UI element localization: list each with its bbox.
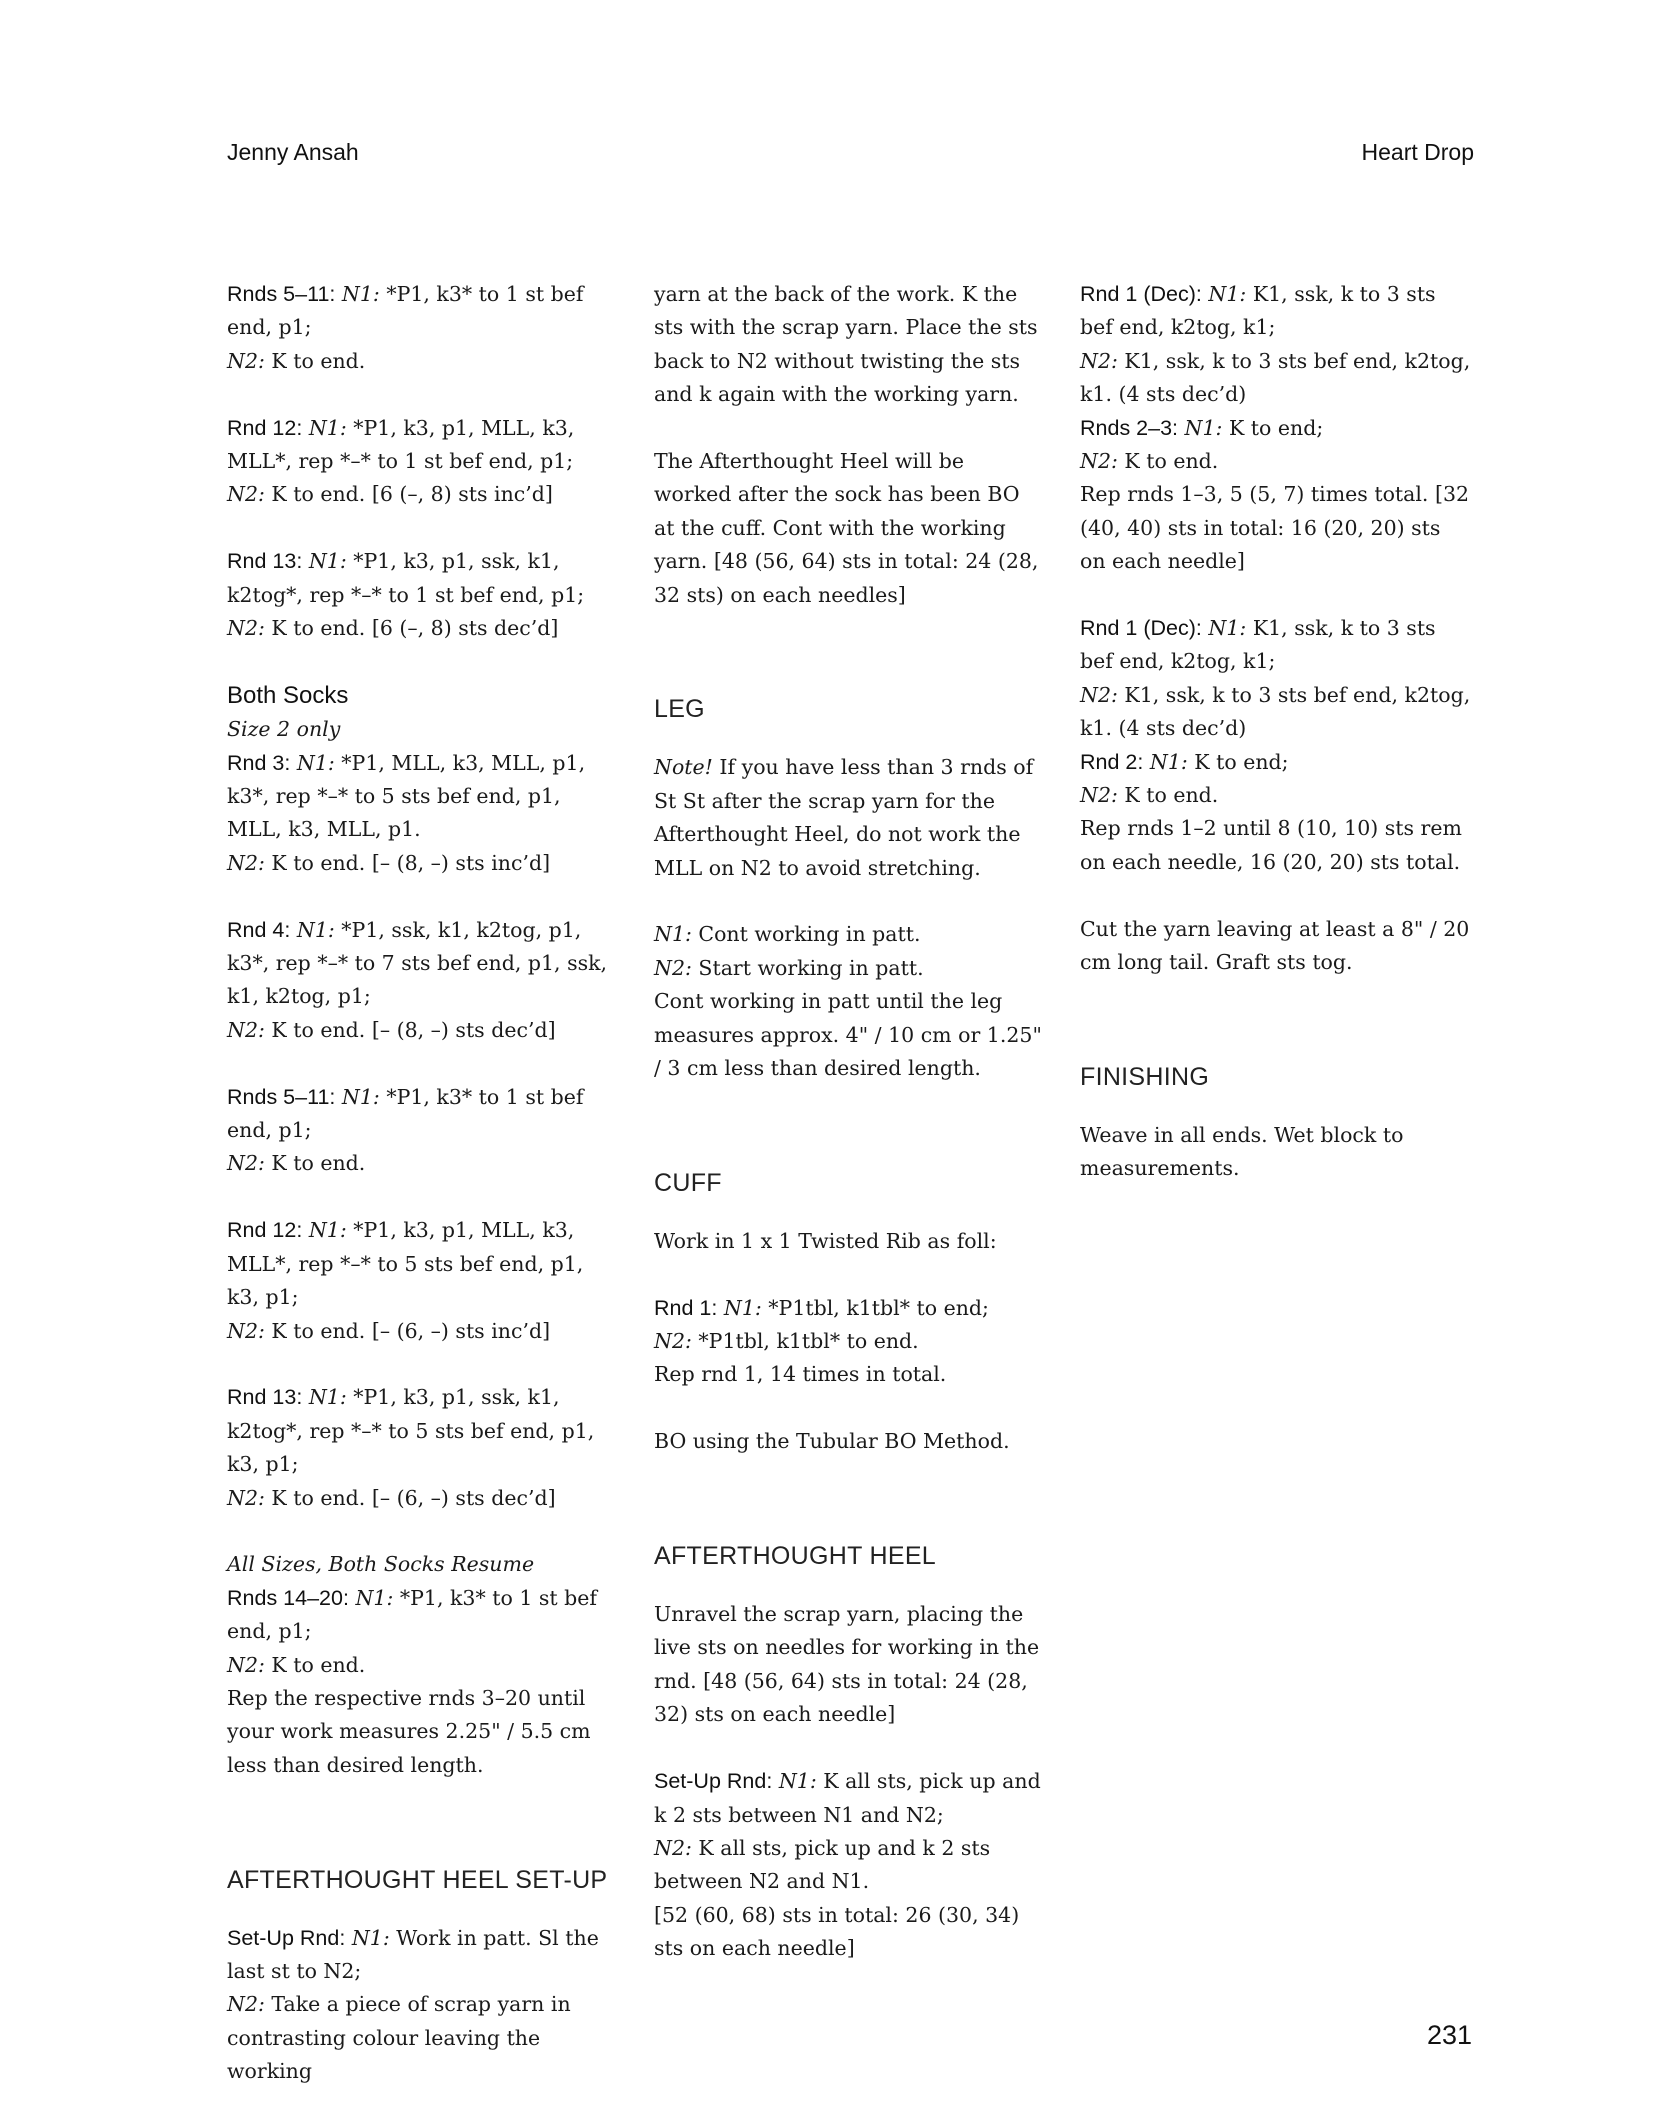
heel-decrease-block-1: Rnd 1 (Dec): N1: K1, ssk, k to 3 sts bef end, k2tog, k1; N2: K1, ssk, k to 3 sts bef end, k2tog, k1. (4 sts dec’d) Rnds 2–3: N1: K to end; N2: K to end. Rep rnds 1–3, 5 (5, 7) times total. [32 (40, 40) sts in total: 16 (20, 20) sts on each needle] xyxy=(1080,282,1471,574)
instruction-rnds-5-11: Rnds 5–11: N1: *P1, k3* to 1 st bef end, p1; N2: K to end. xyxy=(227,282,584,373)
leg-note: Note! If you have less than 3 rnds of St St after the scrap yarn for the Afterthought Heel, do not work the MLL on N2 to avoid stretching. xyxy=(654,755,1034,880)
instruction-rnd-4: Rnd 4: N1: *P1, ssk, k1, k2tog, p1, k3*, rep *–* to 7 sts bef end, p1, ssk, k1, k2tog, p1; N2: K to end. [– (8, –) sts dec’d] xyxy=(227,917,608,1042)
section-heading-finishing: FINISHING xyxy=(1080,1062,1210,1091)
section-heading-afterthought-heel: AFTERTHOUGHT HEEL xyxy=(654,1542,936,1571)
cuff-rnd-1: Rnd 1: N1: *P1tbl, k1tbl* to end; N2: *P1tbl, k1tbl* to end. Rep rnd 1, 14 times in total. xyxy=(654,1295,989,1387)
cuff-bind-off: BO using the Tubular BO Method. xyxy=(654,1429,1010,1454)
size-note: Size 2 only xyxy=(227,717,341,742)
both-socks-section: Both Socks Size 2 only Rnd 3: N1: *P1, MLL, k3, MLL, p1, k3*, rep *–* to 5 sts bef end, p1, MLL, k3, MLL, p1. N2: K to end. [– (8, –) sts inc’d] xyxy=(227,681,586,875)
cuff-intro: Work in 1 x 1 Twisted Rib as foll: xyxy=(654,1228,997,1253)
section-heading-leg: LEG xyxy=(654,695,705,724)
paragraph-scrap-yarn: yarn at the back of the work. K the sts with the scrap yarn. Place the sts back to N2 without twisting the sts and k again with the working yarn. xyxy=(654,282,1038,407)
instruction-rnd-13: Rnd 13: N1: *P1, k3, p1, ssk, k1, k2tog*, rep *–* to 1 st bef end, p1; N2: K to end. [6 (–, 8) sts dec’d] xyxy=(227,549,585,641)
finishing-instructions: Weave in all ends. Wet block to measurements. xyxy=(1080,1122,1404,1181)
graft-instructions: Cut the yarn leaving at least a 8" / 20 cm long tail. Graft sts tog. xyxy=(1080,916,1470,975)
instruction-setup-rnd: Set-Up Rnd: N1: Work in patt. Sl the last st to N2; N2: Take a piece of scrap yarn in contrasting colour leaving the working xyxy=(227,1925,599,2084)
instruction-rnd-12-b: Rnd 12: N1: *P1, k3, p1, MLL, k3, MLL*, rep *–* to 5 sts bef end, p1, k3, p1; N2: K to end. [– (6, –) sts inc’d] xyxy=(227,1218,584,1343)
section-heading-cuff: CUFF xyxy=(654,1168,722,1197)
text-column-1 xyxy=(227,278,619,2122)
text-column-2 xyxy=(654,278,1046,1999)
leg-instructions: N1: Cont working in patt. N2: Start working in patt. Cont working in patt until the leg measures approx. 4" / 10 cm or 1.25" / 3 cm less than desired length. xyxy=(654,922,1042,1081)
heel-setup-rnd: Set-Up Rnd: N1: K all sts, pick up and k 2 sts between N1 and N2; N2: K all sts, pick up and k 2 sts between N2 and N1. [52 (60, 68) sts in total: 26 (30, 34) sts on each needle] xyxy=(654,1769,1041,1961)
heel-paragraph: Unravel the scrap yarn, placing the live sts on needles for working in the rnd. [48 (56, 64) sts in total: 24 (28, 32) sts on each needle] xyxy=(654,1602,1040,1727)
instruction-rnds-5-11-b: Rnds 5–11: N1: *P1, k3* to 1 st bef end, p1; N2: K to end. xyxy=(227,1084,584,1176)
running-header-pattern-name: Heart Drop xyxy=(1361,139,1474,165)
all-sizes-section: All Sizes, Both Socks Resume Rnds 14–20: N1: *P1, k3* to 1 st bef end, p1; N2: K to end. Rep the respective rnds 3–20 until your work measures 2.25" / 5.5 cm less than desired length. xyxy=(227,1552,597,1777)
instruction-rnd-12: Rnd 12: N1: *P1, k3, p1, MLL, k3, MLL*, rep *–* to 1 st bef end, p1; N2: K to end. [6 (–, 8) sts inc’d] xyxy=(227,415,575,507)
paragraph-afterthought-note: The Afterthought Heel will be worked after the sock has been BO at the cuff. Cont with the working yarn. [48 (56, 64) sts in total: 24 (28, 32 sts) on each needles] xyxy=(654,449,1039,607)
subheading-both-socks: Both Socks xyxy=(227,681,349,709)
text-column-3 xyxy=(1080,278,1472,1219)
instruction-rnd-13-b: Rnd 13: N1: *P1, k3, p1, ssk, k1, k2tog*, rep *–* to 5 sts bef end, p1, k3, p1; N2: K to end. [– (6, –) sts dec’d] xyxy=(227,1385,595,1510)
page-number: 231 xyxy=(1426,2020,1472,2050)
section-heading-afterthought-heel-setup: AFTERTHOUGHT HEEL SET-UP xyxy=(227,1865,608,1894)
running-header-author: Jenny Ansah xyxy=(227,139,359,165)
heel-decrease-block-2: Rnd 1 (Dec): N1: K1, ssk, k to 3 sts bef end, k2tog, k1; N2: K1, ssk, k to 3 sts bef end, k2tog, k1. (4 sts dec’d) Rnd 2: N1: K to end; N2: K to end. Rep rnds 1–2 until 8 (10, 10) sts rem on each needle, 16 (20, 20) sts total. xyxy=(1080,616,1471,874)
all-sizes-note: All Sizes, Both Socks Resume xyxy=(227,1552,535,1577)
